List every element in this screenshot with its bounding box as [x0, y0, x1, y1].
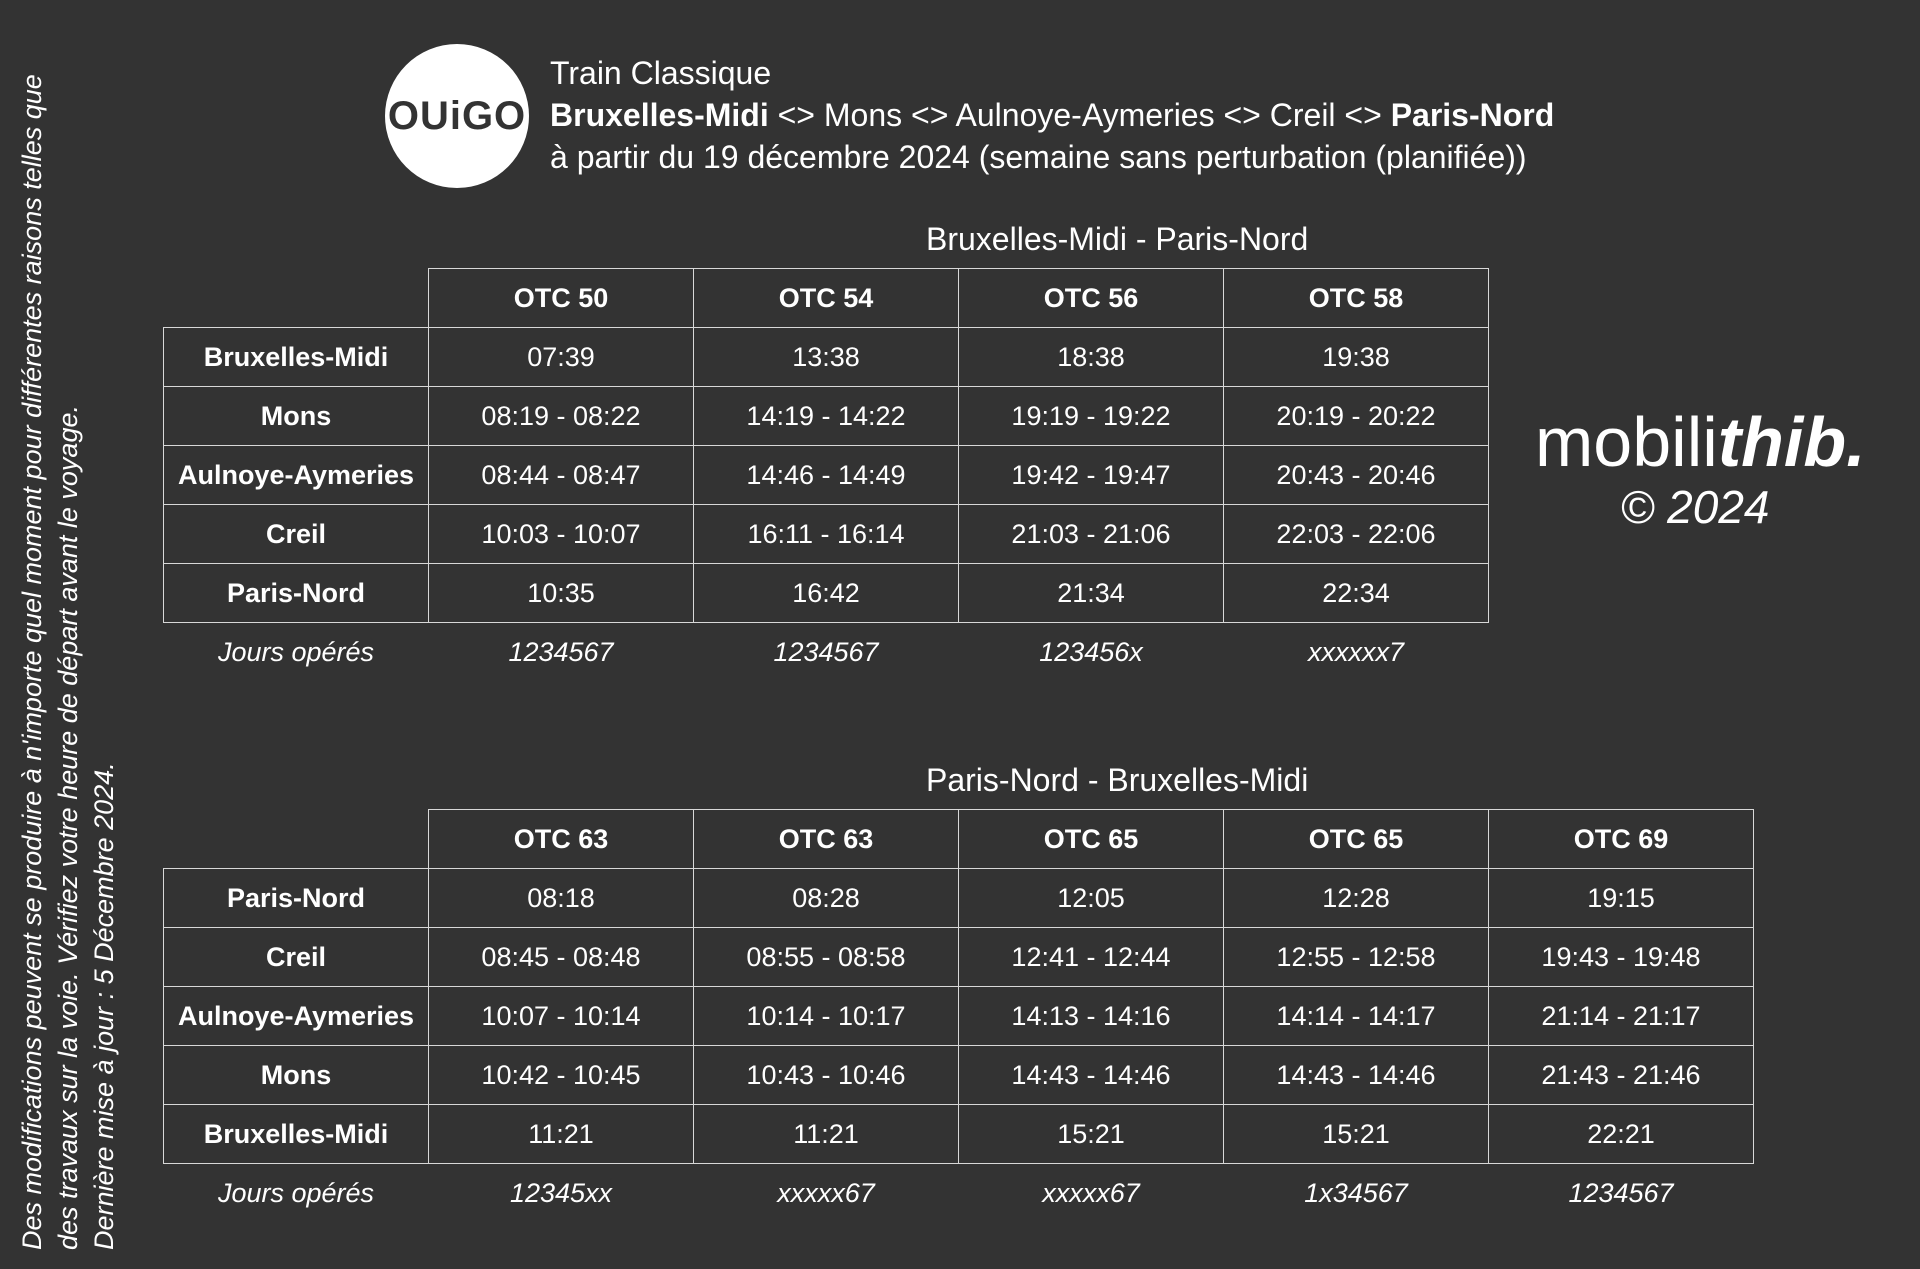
- service-title: Train Classique: [550, 55, 772, 91]
- time-cell: 15:21: [1224, 1105, 1489, 1164]
- time-cell: 14:13 - 14:16: [959, 987, 1224, 1046]
- train-number: OTC 69: [1489, 810, 1754, 869]
- route-start: Bruxelles-Midi: [550, 97, 769, 133]
- table-row: [164, 328, 1489, 387]
- station-name: Aulnoye-Aymeries: [164, 987, 429, 1046]
- table-row: [164, 505, 1489, 564]
- brand-name: [1535, 403, 1866, 481]
- train-number: OTC 50: [429, 269, 694, 328]
- days-row: [164, 623, 1489, 682]
- table-row: [164, 1105, 1754, 1164]
- time-cell: 07:39: [429, 328, 694, 387]
- station-name: Paris-Nord: [164, 564, 429, 623]
- time-cell: 21:43 - 21:46: [1489, 1046, 1754, 1105]
- station-name: Mons: [164, 387, 429, 446]
- time-cell: 08:19 - 08:22: [429, 387, 694, 446]
- route-line: [550, 94, 1554, 136]
- brand-copyright: © 2024: [1620, 481, 1770, 533]
- time-cell: 16:11 - 16:14: [694, 505, 959, 564]
- table-row: [164, 869, 1754, 928]
- disclaimer-line-1: Des modifications peuvent se produire à n'importe quel moment pour différentes raisons telles que: [17, 74, 47, 1250]
- time-cell: 11:21: [694, 1105, 959, 1164]
- validity-line: à partir du 19 décembre 2024 (semaine sans perturbation (planifiée)): [550, 139, 1527, 175]
- table1-title: Bruxelles-Midi - Paris-Nord: [926, 221, 1309, 257]
- time-cell: 22:34: [1224, 564, 1489, 623]
- time-cell: 10:03 - 10:07: [429, 505, 694, 564]
- time-cell: 08:44 - 08:47: [429, 446, 694, 505]
- time-cell: 10:07 - 10:14: [429, 987, 694, 1046]
- train-number: OTC 63: [429, 810, 694, 869]
- time-cell: 10:14 - 10:17: [694, 987, 959, 1046]
- time-cell: 15:21: [959, 1105, 1224, 1164]
- header: [550, 52, 1554, 178]
- days-row: [164, 1164, 1754, 1223]
- days-value: 1234567: [508, 636, 614, 667]
- station-name: Creil: [164, 928, 429, 987]
- time-cell: 08:18: [429, 869, 694, 928]
- table2-title: Paris-Nord - Bruxelles-Midi: [926, 762, 1309, 798]
- days-value: 1234567: [773, 636, 879, 667]
- time-cell: 14:46 - 14:49: [694, 446, 959, 505]
- time-cell: 10:43 - 10:46: [694, 1046, 959, 1105]
- disclaimer: [14, 20, 122, 1250]
- time-cell: 20:19 - 20:22: [1224, 387, 1489, 446]
- time-cell: 21:14 - 21:17: [1489, 987, 1754, 1046]
- logo-text: OUiGO: [387, 93, 527, 138]
- time-cell: 10:35: [429, 564, 694, 623]
- days-label: Jours opérés: [217, 1177, 375, 1208]
- time-cell: 18:38: [959, 328, 1224, 387]
- time-cell: 16:42: [694, 564, 959, 623]
- table-row: [164, 987, 1754, 1046]
- time-cell: 08:45 - 08:48: [429, 928, 694, 987]
- timetable-paris-brussels: [163, 809, 1754, 1223]
- train-number: OTC 54: [694, 269, 959, 328]
- days-value: xxxxx67: [1042, 1177, 1140, 1208]
- time-cell: 14:43 - 14:46: [959, 1046, 1224, 1105]
- time-cell: 12:55 - 12:58: [1224, 928, 1489, 987]
- station-name: Mons: [164, 1046, 429, 1105]
- time-cell: 12:05: [959, 869, 1224, 928]
- corner-cell: [164, 810, 429, 869]
- train-number: OTC 65: [959, 810, 1224, 869]
- ouigo-logo: [385, 44, 529, 188]
- days-value: xxxxx67: [777, 1177, 875, 1208]
- brand: [1535, 403, 1866, 535]
- train-number: OTC 56: [959, 269, 1224, 328]
- train-number: OTC 63: [694, 810, 959, 869]
- time-cell: 14:19 - 14:22: [694, 387, 959, 446]
- time-cell: 14:43 - 14:46: [1224, 1046, 1489, 1105]
- time-cell: 19:15: [1489, 869, 1754, 928]
- disclaimer-line-2: des travaux sur la voie. Vérifiez votre heure de départ avant le voyage.: [53, 405, 83, 1250]
- time-cell: 14:14 - 14:17: [1224, 987, 1489, 1046]
- days-label: Jours opérés: [217, 636, 375, 667]
- time-cell: 21:34: [959, 564, 1224, 623]
- timetable-brussels-paris: [163, 268, 1489, 682]
- time-cell: 12:41 - 12:44: [959, 928, 1224, 987]
- time-cell: 20:43 - 20:46: [1224, 446, 1489, 505]
- time-cell: 10:42 - 10:45: [429, 1046, 694, 1105]
- time-cell: 19:42 - 19:47: [959, 446, 1224, 505]
- time-cell: 08:55 - 08:58: [694, 928, 959, 987]
- train-number: OTC 58: [1224, 269, 1489, 328]
- time-cell: 13:38: [694, 328, 959, 387]
- time-cell: 19:38: [1224, 328, 1489, 387]
- days-value: 1234567: [1568, 1177, 1674, 1208]
- time-cell: 22:21: [1489, 1105, 1754, 1164]
- time-cell: 22:03 - 22:06: [1224, 505, 1489, 564]
- route-middle: <> Mons <> Aulnoye-Aymeries <> Creil <>: [768, 97, 1391, 133]
- disclaimer-line-3: Dernière mise à jour : 5 Décembre 2024.: [89, 762, 119, 1250]
- time-cell: 19:43 - 19:48: [1489, 928, 1754, 987]
- time-cell: 19:19 - 19:22: [959, 387, 1224, 446]
- days-value: 123456x: [1039, 636, 1143, 667]
- corner-cell: [164, 269, 429, 328]
- time-cell: 21:03 - 21:06: [959, 505, 1224, 564]
- days-value: 12345xx: [509, 1177, 613, 1208]
- header-row: [164, 269, 1489, 328]
- days-value: 1x34567: [1304, 1177, 1408, 1208]
- table-row: [164, 387, 1489, 446]
- time-cell: 08:28: [694, 869, 959, 928]
- train-number: OTC 65: [1224, 810, 1489, 869]
- days-value: xxxxxx7: [1307, 636, 1405, 667]
- header-row: [164, 810, 1754, 869]
- table-row: [164, 1046, 1754, 1105]
- time-cell: 12:28: [1224, 869, 1489, 928]
- station-name: Bruxelles-Midi: [164, 328, 429, 387]
- station-name: Creil: [164, 505, 429, 564]
- table-row: [164, 928, 1754, 987]
- station-name: Bruxelles-Midi: [164, 1105, 429, 1164]
- station-name: Paris-Nord: [164, 869, 429, 928]
- brand-name-italic: thib.: [1717, 403, 1866, 481]
- brand-name-regular: mobili: [1535, 403, 1718, 481]
- route-end: Paris-Nord: [1390, 97, 1555, 133]
- station-name: Aulnoye-Aymeries: [164, 446, 429, 505]
- time-cell: 11:21: [429, 1105, 694, 1164]
- table-row: [164, 446, 1489, 505]
- table-row: [164, 564, 1489, 623]
